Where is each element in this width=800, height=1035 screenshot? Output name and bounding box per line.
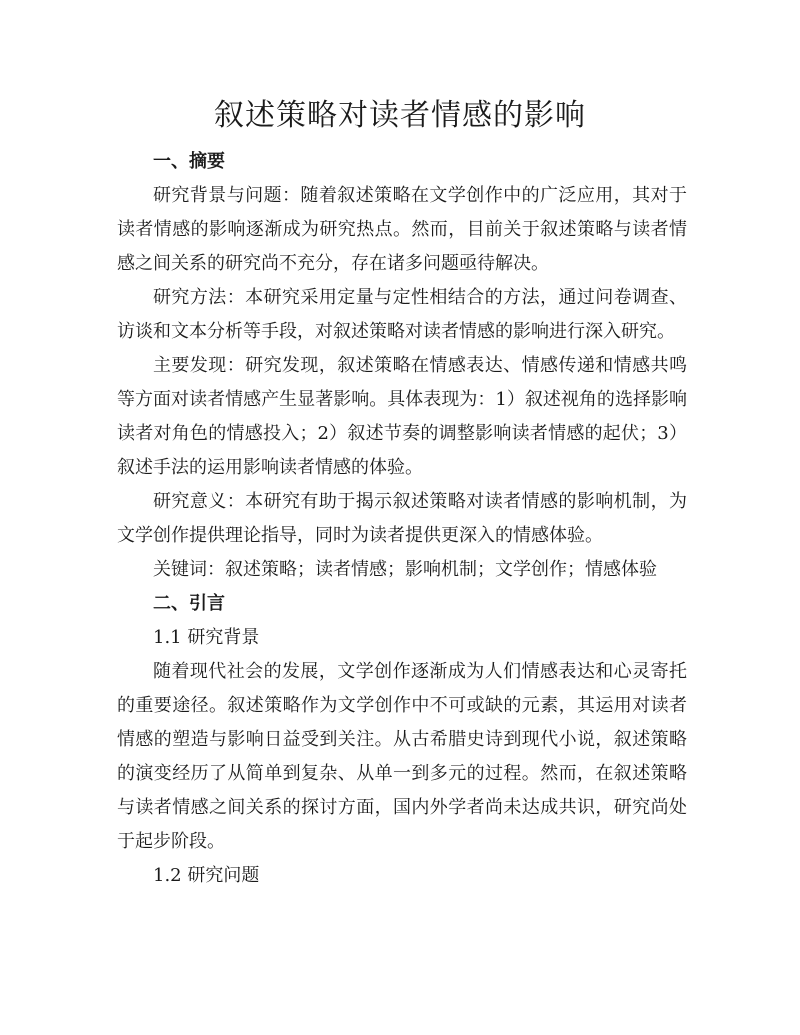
paragraph-significance: 研究意义：本研究有助于揭示叙述策略对读者情感的影响机制，为文学创作提供理论指导，同时为读者提供更深入的情感体验。 [117, 491, 687, 546]
paragraph-background: 研究背景与问题：随着叙述策略在文学创作中的广泛应用，其对于读者情感的影响逐渐成为研究热点。然而，目前关于叙述策略与读者情感之间关系的研究尚不充分，存在诸多问题亟待解决。 [117, 185, 687, 274]
section-heading-abstract: 一、摘要 [153, 151, 225, 172]
subsection-heading-questions: 1.2 研究问题 [153, 865, 260, 886]
paragraph-findings: 主要发现：研究发现，叙述策略在情感表达、情感传递和情感共鸣等方面对读者情感产生显著影响。具体表现为：1）叙述视角的选择影响读者对角色的情感投入；2）叙述节奏的调整影响读者情感的起伏；3）叙述手法的运用影响读者情感的体验。 [117, 355, 687, 478]
section-heading-introduction: 二、引言 [153, 593, 225, 614]
paragraph-methods: 研究方法：本研究采用定量与定性相结合的方法，通过问卷调查、访谈和文本分析等手段，对叙述策略对读者情感的影响进行深入研究。 [117, 287, 687, 342]
paragraph-intro-background: 随着现代社会的发展，文学创作逐渐成为人们情感表达和心灵寄托的重要途径。叙述策略作为文学创作中不可或缺的元素，其运用对读者情感的塑造与影响日益受到关注。从古希腊史诗到现代小说，叙述策略的演变经历了从简单到复杂、从单一到多元的过程。然而，在叙述策略与读者情感之间关系的探讨方面，国内外学者尚未达成共识，研究尚处于起步阶段。 [117, 661, 687, 852]
document-title: 叙述策略对读者情感的影响 [214, 98, 586, 133]
paragraph-keywords: 关键词：叙述策略；读者情感；影响机制；文学创作；情感体验 [153, 559, 657, 580]
document-body [117, 145, 687, 893]
subsection-heading-background: 1.1 研究背景 [153, 627, 260, 648]
